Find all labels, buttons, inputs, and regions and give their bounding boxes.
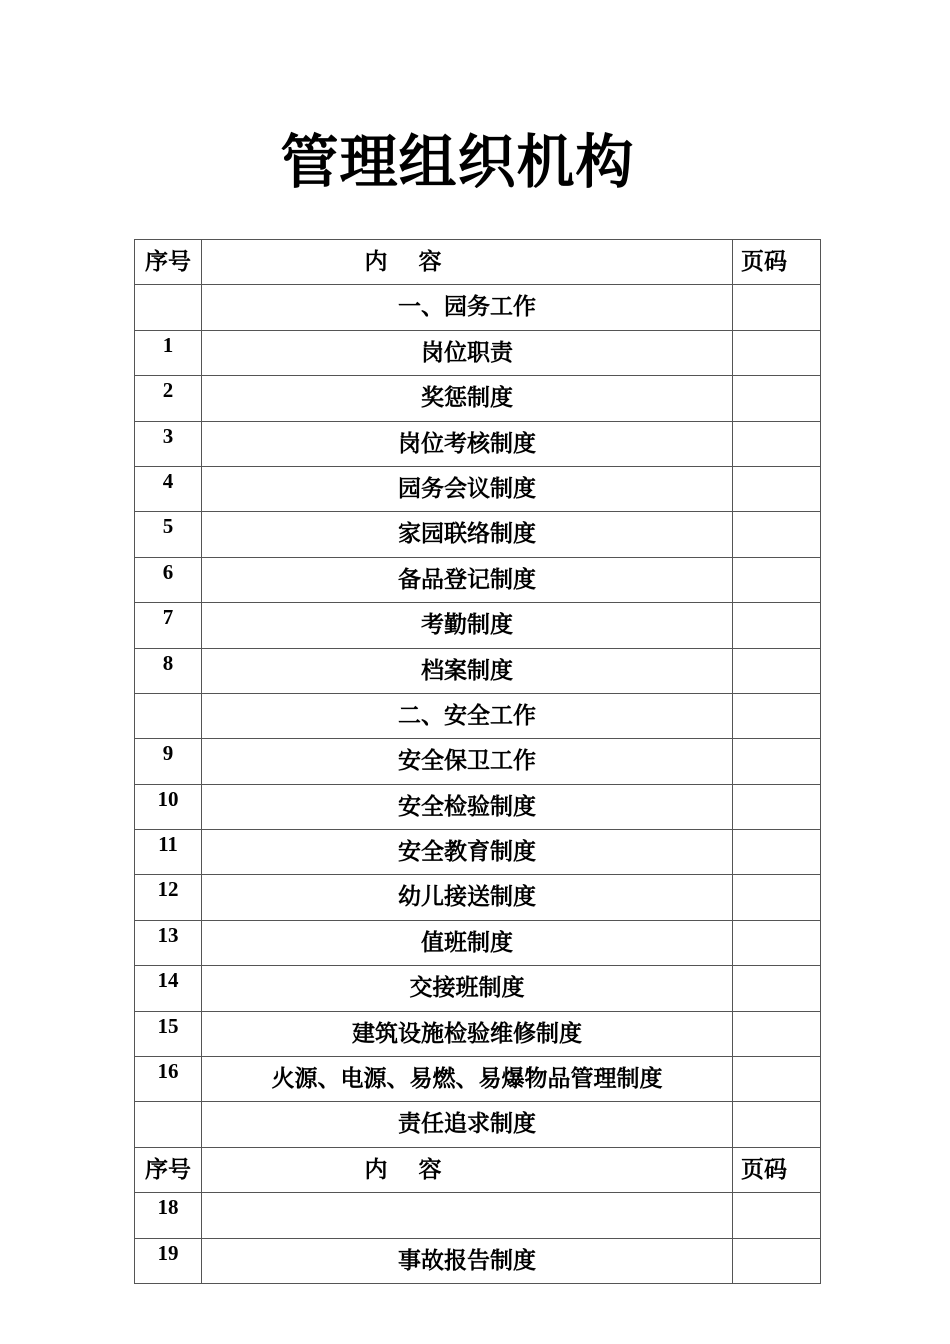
row-number-cell bbox=[135, 1238, 202, 1283]
table-row bbox=[135, 557, 821, 602]
row-number-cell bbox=[135, 830, 202, 875]
page-title: 管理组织机构 bbox=[280, 128, 635, 196]
row-number: 1 bbox=[162, 332, 174, 357]
row-content-cell bbox=[202, 830, 733, 875]
row-number: 6 bbox=[162, 559, 174, 584]
column-header-content-cell bbox=[202, 240, 733, 285]
row-content-cell bbox=[202, 648, 733, 693]
row-page-cell bbox=[733, 830, 821, 875]
table-row bbox=[135, 739, 821, 784]
row-number bbox=[135, 694, 201, 696]
row-content-cell bbox=[202, 1011, 733, 1056]
row-number: 15 bbox=[157, 1013, 179, 1038]
row-page-cell bbox=[733, 330, 821, 375]
row-content-cell bbox=[202, 739, 733, 784]
column-header-number: 序号 bbox=[145, 249, 191, 275]
row-number-cell bbox=[135, 557, 202, 602]
table-row bbox=[135, 421, 821, 466]
row-number: 2 bbox=[162, 378, 174, 403]
row-content: 建筑设施检验维修制度 bbox=[352, 1020, 582, 1047]
row-content: 责任追求制度 bbox=[398, 1111, 536, 1138]
row-content: 档案制度 bbox=[421, 657, 513, 684]
column-header-page-cell bbox=[733, 1147, 821, 1192]
row-content-cell bbox=[202, 784, 733, 829]
row-number: 12 bbox=[157, 877, 179, 902]
row-content: 奖惩制度 bbox=[421, 385, 513, 412]
row-content-cell bbox=[202, 466, 733, 511]
row-content: 幼儿接送制度 bbox=[398, 884, 536, 911]
row-page-cell bbox=[733, 557, 821, 602]
row-content: 安全检验制度 bbox=[398, 793, 536, 820]
row-number-cell bbox=[135, 875, 202, 920]
column-header-number-cell bbox=[135, 1147, 202, 1192]
row-number-cell bbox=[135, 285, 202, 330]
table-row bbox=[135, 966, 821, 1011]
column-header-content: 内 容 bbox=[364, 1156, 442, 1183]
contents-table bbox=[134, 239, 821, 1284]
row-page-cell bbox=[733, 875, 821, 920]
table-row bbox=[135, 648, 821, 693]
row-number-cell bbox=[135, 693, 202, 738]
row-page-cell bbox=[733, 1102, 821, 1147]
row-content: 安全教育制度 bbox=[398, 839, 536, 866]
row-page-cell bbox=[733, 739, 821, 784]
row-number-cell bbox=[135, 648, 202, 693]
section-row bbox=[135, 693, 821, 738]
row-number bbox=[135, 1102, 201, 1104]
row-number: 11 bbox=[158, 832, 178, 857]
row-page-cell bbox=[733, 1238, 821, 1283]
row-number-cell bbox=[135, 512, 202, 557]
row-content bbox=[202, 1193, 732, 1196]
row-content: 考勤制度 bbox=[421, 612, 513, 639]
row-number bbox=[135, 285, 201, 287]
row-number: 9 bbox=[162, 741, 174, 766]
table-row bbox=[135, 1057, 821, 1102]
row-number-cell bbox=[135, 376, 202, 421]
table-row bbox=[135, 330, 821, 375]
row-number-cell bbox=[135, 1011, 202, 1056]
table-row bbox=[135, 1238, 821, 1283]
row-content: 值班制度 bbox=[421, 929, 513, 956]
row-number-cell bbox=[135, 784, 202, 829]
row-content-cell bbox=[202, 512, 733, 557]
row-page-cell bbox=[733, 512, 821, 557]
row-number-cell bbox=[135, 966, 202, 1011]
row-content-cell bbox=[202, 1238, 733, 1283]
row-number-cell bbox=[135, 603, 202, 648]
row-page-cell bbox=[733, 1193, 821, 1238]
row-number: 5 bbox=[162, 514, 174, 539]
row-content-cell bbox=[202, 557, 733, 602]
column-header-page: 页码 bbox=[741, 1156, 787, 1183]
row-content: 岗位考核制度 bbox=[398, 430, 536, 457]
row-content-cell bbox=[202, 421, 733, 466]
table-row bbox=[135, 1011, 821, 1056]
row-number-cell bbox=[135, 920, 202, 965]
row-number-cell bbox=[135, 739, 202, 784]
row-number: 18 bbox=[157, 1195, 179, 1220]
row-content: 园务会议制度 bbox=[398, 475, 536, 502]
section-title-cell bbox=[202, 285, 733, 330]
row-page-cell bbox=[733, 784, 821, 829]
row-number: 16 bbox=[157, 1059, 179, 1084]
table-header-row bbox=[135, 1147, 821, 1192]
section-row bbox=[135, 285, 821, 330]
table-header-row bbox=[135, 240, 821, 285]
row-number-cell bbox=[135, 330, 202, 375]
column-header-content-cell bbox=[202, 1147, 733, 1192]
table-row bbox=[135, 830, 821, 875]
column-header-number: 序号 bbox=[145, 1156, 191, 1183]
table-row bbox=[135, 466, 821, 511]
row-number: 8 bbox=[162, 650, 174, 675]
row-number: 10 bbox=[157, 786, 179, 811]
row-content: 安全保卫工作 bbox=[398, 748, 536, 775]
row-number-cell bbox=[135, 1102, 202, 1147]
row-number: 3 bbox=[162, 423, 174, 448]
column-header-number-cell bbox=[135, 240, 202, 285]
row-number-cell bbox=[135, 1193, 202, 1238]
row-content: 备品登记制度 bbox=[398, 566, 536, 593]
section-title-cell bbox=[202, 693, 733, 738]
row-content: 火源、电源、易燃、易爆物品管理制度 bbox=[271, 1066, 663, 1093]
table-row bbox=[135, 603, 821, 648]
row-content: 岗位职责 bbox=[421, 339, 513, 366]
table-row bbox=[135, 512, 821, 557]
row-page-cell bbox=[733, 693, 821, 738]
row-number: 4 bbox=[162, 468, 174, 493]
row-page-cell bbox=[733, 648, 821, 693]
row-content-cell bbox=[202, 1102, 733, 1147]
table-row bbox=[135, 1193, 821, 1238]
row-content-cell bbox=[202, 920, 733, 965]
row-number-cell bbox=[135, 466, 202, 511]
row-page-cell bbox=[733, 466, 821, 511]
table-row bbox=[135, 1102, 821, 1147]
table-row bbox=[135, 920, 821, 965]
row-content: 交接班制度 bbox=[409, 975, 525, 1002]
row-content-cell bbox=[202, 1057, 733, 1102]
row-number: 19 bbox=[157, 1240, 179, 1265]
row-page-cell bbox=[733, 421, 821, 466]
table-row bbox=[135, 875, 821, 920]
contents-table-body bbox=[135, 240, 821, 1284]
row-page-cell bbox=[733, 966, 821, 1011]
row-content-cell bbox=[202, 1193, 733, 1238]
row-page-cell bbox=[733, 920, 821, 965]
table-row bbox=[135, 376, 821, 421]
row-content-cell bbox=[202, 330, 733, 375]
row-page-cell bbox=[733, 376, 821, 421]
section-title: 二、安全工作 bbox=[398, 702, 536, 729]
row-content-cell bbox=[202, 376, 733, 421]
row-content: 家园联络制度 bbox=[398, 521, 536, 548]
row-page-cell bbox=[733, 603, 821, 648]
row-content: 事故报告制度 bbox=[398, 1247, 536, 1274]
row-content-cell bbox=[202, 603, 733, 648]
column-header-content: 内 容 bbox=[364, 249, 442, 275]
row-content-cell bbox=[202, 875, 733, 920]
row-number-cell bbox=[135, 1057, 202, 1102]
section-title: 一、园务工作 bbox=[398, 294, 536, 321]
row-number: 7 bbox=[162, 605, 174, 630]
table-row bbox=[135, 784, 821, 829]
row-number-cell bbox=[135, 421, 202, 466]
row-number: 14 bbox=[157, 968, 179, 993]
column-header-page-cell bbox=[733, 240, 821, 285]
row-number: 13 bbox=[157, 922, 179, 947]
column-header-page: 页码 bbox=[741, 249, 787, 275]
row-content-cell bbox=[202, 966, 733, 1011]
row-page-cell bbox=[733, 285, 821, 330]
row-page-cell bbox=[733, 1057, 821, 1102]
row-page-cell bbox=[733, 1011, 821, 1056]
